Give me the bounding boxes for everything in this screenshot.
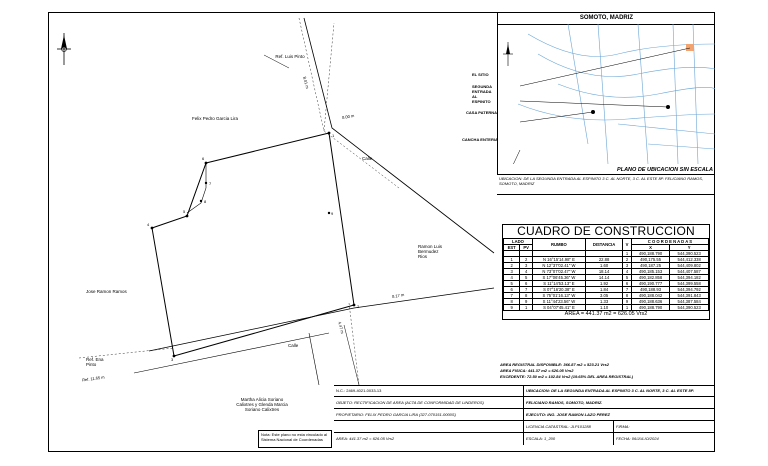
inset-title: SOMOTO, MADRIZ: [498, 12, 715, 25]
col-header: EST: [504, 245, 520, 251]
table-row: 4 5 S 17°06'45.36" W 14.14 5 490,182.858 544,394.182: [504, 275, 709, 281]
area-summary: [500, 362, 633, 380]
vertex-label: 2: [357, 304, 360, 309]
vertex-label: 4: [147, 222, 150, 227]
tb-firma: FIRMA:: [616, 423, 630, 429]
distance-label: 4.47 m: [337, 320, 346, 335]
tb-ubicacion: UBICACION: DE LA SEGUNDA ENTRADA AL ESPINITO 3 C. AL NORTE, 3 C. AL ESTE 8P.: [526, 388, 695, 393]
neighbor-label: Ref. Luis Pinto: [275, 54, 305, 59]
table-row: 8 9 S 11°44'23.56" W 1.33 9 490,188.636 544,387.584: [504, 299, 709, 305]
distance-label: 8.01 m: [302, 75, 311, 90]
table-row: 3 4 N 73°07'02.47" W 18.14 4 490,185.153 544,407.587: [504, 269, 709, 275]
neighbor-label: Jose Ramon Ramos: [86, 289, 127, 294]
col-header: RUMBO: [532, 239, 585, 251]
coordinate-note: Nota: Este plano no esta vinculado al Sistema Nacional de Coordenadas: [258, 430, 332, 448]
table-row: 1 490,188.790 544,390.523: [504, 251, 709, 257]
tb-licencia: LICENCIA CATASTRAL: JLP101288: [524, 421, 614, 432]
tb-ejecuto: EJECUTO: ING. JOSE RAMON LAZO PEREZ: [526, 411, 610, 417]
area-registral: AREA REGISTRAL DISPONIBLE: 366.87 m2 = 523.21 Vrs2: [500, 362, 609, 367]
tb-ubicacion2: FELICIANO RAMOS, SOMOTO, MADRIZ.: [526, 399, 603, 405]
vertex-markers: [151, 132, 356, 358]
table-row: 9 1 S 04°07'45.41" E 1.10 1 490,188.790 544,390.523: [504, 305, 709, 311]
table-row: 2 3 N 12°37'02.41" W 1.60 3 490,187.25 544,409.802: [504, 263, 709, 269]
distance-label: 8.17 m: [391, 291, 405, 300]
vertex-label: 8: [204, 199, 207, 204]
col-header: DISTANCIA: [585, 239, 622, 251]
neighbor-label: Ref. Ena Pinto: [86, 357, 104, 367]
neighbor-label: Ramon Luis Bermudez Rios: [418, 244, 443, 259]
vertex-label: 1: [332, 133, 335, 138]
table-row: 7 8 S 75°01'16.13" W 3.05 8 490,188.042 544,391.843: [504, 293, 709, 299]
tb-escala: ESCALA: 1_200: [524, 433, 614, 445]
street-label: Calle: [362, 156, 373, 161]
tb-blank: [334, 421, 524, 432]
vertex-label: 6: [202, 156, 205, 161]
north-arrow-icon: [503, 42, 513, 66]
vertex-label: 3: [171, 357, 174, 362]
vertex-label: 7: [209, 181, 212, 186]
site-plan: [49, 13, 496, 385]
col-header: V: [623, 239, 632, 251]
construction-table: [502, 224, 710, 320]
owner-label: Felix Pedro Garcia Lira: [192, 116, 239, 121]
table-row: 1 2 N 16°15'14.98" E 22.88 2 490,175.55 544,412.338: [504, 257, 709, 263]
inset-legend-item: CASA PATERNA: [466, 110, 498, 115]
tb-propietario: PROPIETARIO: FELIX PEDRO GARCIA LIRA (327-070151-0000S): [334, 409, 524, 420]
title-block: [334, 385, 715, 452]
table-row: 6 7 S 07°16'20.38" E 1.84 7 490,188.93 544,394.792: [504, 287, 709, 293]
vertex-label: 9: [331, 211, 334, 216]
distance-label: 8.00 m: [341, 112, 355, 121]
area-fisica: AREA FISICA: 441.37 m2 = 626.05 Vrs2: [500, 368, 574, 373]
col-header: Y: [670, 245, 709, 251]
north-arrow-icon: [57, 33, 71, 65]
tb-area: AREA: 441.37 m2 = 626.05 Vrs2: [334, 433, 524, 445]
location-inset: [497, 12, 715, 175]
neighbor-label: Martha Alicia Soriano Calixtres y Glenda Marcia Soriano Calixtres: [236, 397, 288, 412]
tb-fecha: FECHA: 06/JULIO/2024: [616, 436, 659, 441]
street-label: Calle: [288, 343, 299, 348]
tb-nc: N.C.: 2469-4021-0033-13: [334, 386, 524, 396]
col-header: PV: [520, 245, 533, 251]
inset-legend-item: SEGUNDA ENTRADA AL ESPINITO: [472, 84, 492, 104]
vertex-label: 5: [183, 209, 186, 214]
location-note: UBICACION: DE LA SEGUNDA ENTRADA AL ESPINITO 3 C. AL NORTE, 3 C. AL ESTE 8P. FELICIANO RAMOS, SOMOTO, MADRIZ: [497, 175, 715, 195]
col-header: LADO: [504, 239, 533, 245]
col-header: C O O R D E N A D A S: [631, 239, 708, 245]
table-row: 5 6 S 11°14'53.13" E 1.92 6 490,190.777 544,399.558: [504, 281, 709, 287]
construction-table-title: CUADRO DE CONSTRUCCION: [517, 224, 695, 238]
inset-caption: PLANO DE UBICACION SIN ESCALA: [617, 167, 713, 173]
area-excedente: EXCEDENTE: 72.50 m2 = 102.84 Vrs2 (19.65% DEL AREA REGISTRAL): [500, 374, 634, 379]
col-header: X: [631, 245, 670, 251]
inset-map: [498, 24, 715, 164]
distance-label: Ref. 11.65 m: [81, 374, 105, 383]
inset-legend-item: CANCHA ENTERIA: [462, 137, 498, 142]
area-total: AREA = 441.37 m2 = 626.05 Vrs2: [564, 311, 648, 317]
inset-legend-item: EL SITIO: [472, 72, 489, 77]
tb-objeto: OBJETO: RECTIFICACION DE AREA (ACTA DE CONFORMIDAD DE LINDEROS): [334, 397, 524, 408]
